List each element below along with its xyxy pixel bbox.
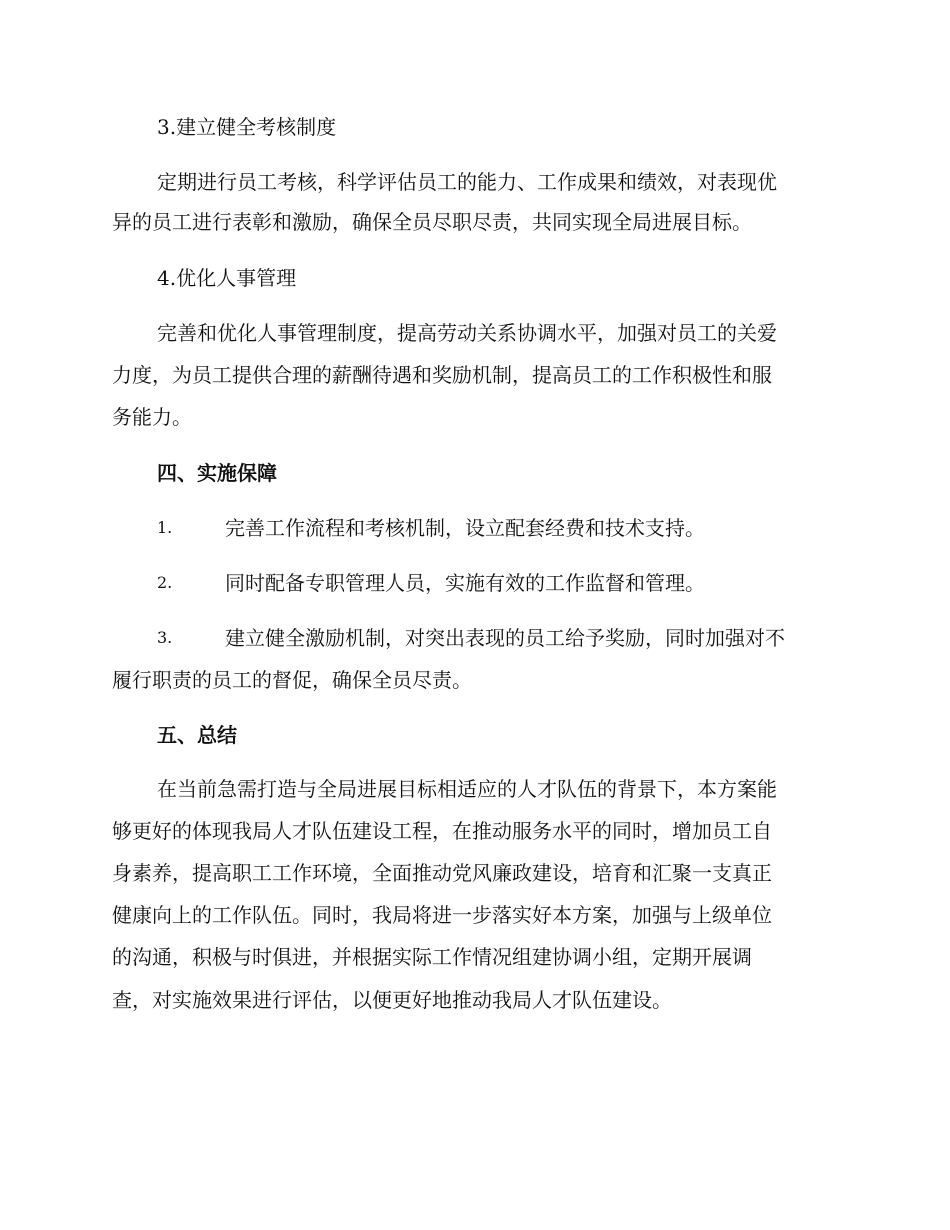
paragraph-line: 务能力。 bbox=[112, 405, 192, 429]
list-item-number: 2. bbox=[157, 573, 173, 592]
list-item-text: 建立健全激励机制，对突出表现的员工给予奖励，同时加强对不 bbox=[225, 626, 785, 650]
paragraph-line: 力度，为员工提供合理的薪酬待遇和奖励机制，提高员工的工作积极性和服 bbox=[112, 363, 772, 387]
list-item-text: 完善工作流程和考核机制，设立配套经费和技术支持。 bbox=[225, 516, 705, 540]
paragraph-line: 健康向上的工作队伍。同时，我局将进一步落实好本方案，加强与上级单位 bbox=[112, 903, 772, 927]
paragraph-line: 在当前急需打造与全局进展目标相适应的人才队伍的背景下，本方案能 bbox=[157, 777, 777, 801]
chapter-heading-5: 五、总结 bbox=[157, 723, 237, 747]
paragraph-line: 的沟通，积极与时俱进，并根据实际工作情况组建协调小组，定期开展调 bbox=[112, 945, 752, 969]
list-item-continuation: 履行职责的员工的督促，确保全员尽责。 bbox=[112, 668, 472, 692]
paragraph-line: 够更好的体现我局人才队伍建设工程，在推动服务水平的同时，增加员工自 bbox=[112, 819, 772, 843]
chapter-heading-4: 四、实施保障 bbox=[157, 461, 277, 485]
paragraph-line: 定期进行员工考核，科学评估员工的能力、工作成果和绩效，对表现优 bbox=[157, 170, 777, 194]
paragraph-line: 完善和优化人事管理制度，提高劳动关系协调水平，加强对员工的关爱 bbox=[157, 321, 777, 345]
paragraph-line: 身素养，提高职工工作环境，全面推动党风廉政建设，培育和汇聚一支真正 bbox=[112, 861, 772, 885]
subsection-heading-4: 4.优化人事管理 bbox=[157, 266, 297, 290]
list-item-number: 1. bbox=[157, 518, 173, 537]
list-item-number: 3. bbox=[157, 628, 173, 647]
paragraph-line: 查，对实施效果进行评估，以便更好地推动我局人才队伍建设。 bbox=[112, 988, 672, 1012]
paragraph-line: 异的员工进行表彰和激励，确保全员尽职尽责，共同实现全局进展目标。 bbox=[112, 210, 752, 234]
list-item-text: 同时配备专职管理人员，实施有效的工作监督和管理。 bbox=[225, 571, 705, 595]
subsection-heading-3: 3.建立健全考核制度 bbox=[157, 115, 337, 139]
